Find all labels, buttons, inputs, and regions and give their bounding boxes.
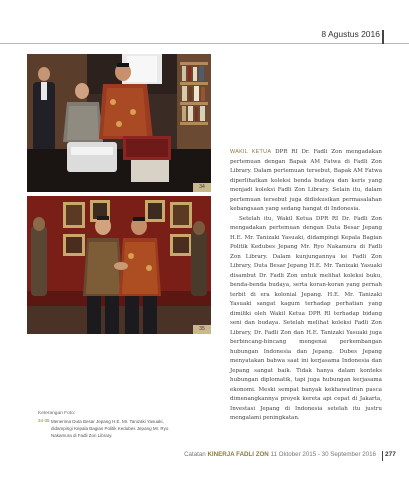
photo-library-meeting-image [27,54,211,192]
caption-number: 34-35 [38,418,50,423]
page-number: 277 [385,451,396,458]
photo-number-badge: 35 [193,325,211,334]
caption-title: Keterangan Foto: [38,411,76,416]
photo-library-meeting [27,54,211,192]
article-paragraph-2: Setelah itu, Wakil Ketua DPR RI Dr. Fadli Zon mengadakan pertemuan dengan Duta Besar Jepang H.E. Mr. Tanizaki Yasuaki, didampingi Kepala Bagian Politik Kedubes Jepang Mr. Ryo Nakamura di Fadli Zon Library. Dalam kunjungannya ke Fadli Zon Library, Duta Besar Jepang H.E. Mr. Tanizaki Yasuaki disambut Dr. Fadli Zon untuk melihat koleksi buku, benda-benda budaya, serta koran-koran yang pernah terbit di era kolonial Jepang. H.E. Mr. Tanizaki Yasuaki sangat kagum terhadap perhatian yang dimiliki oleh Wakil Ketua DPR RI terhadap bidang seni dan budaya. Setelah melihat koleksi Fadli Zon Library, Dr. Fadli Zon dan H.E. Tanizaki Yasuaki juga berbincang-bincang mengenai perkembangan hubungan Indonesia dan Jepang. Dubes Jepang menyatakan bahwa saat ini kerjasama Indonesia dan Jepang sangat baik. Tidak hanya dalam konteks hubungan diplomatik, tapi juga hubungan kerjasama ekonomi. Meski sempat banyak kekhawatiran pasca dimenangkannya proyek kereta api cepat di Jakarta, Investasi Jepang di Indonesia setelah itu justru mengalami peningkatan. [230,215,382,421]
caption-row [38,418,218,439]
caption-text: Menerima Duta Besar Jepang H.E. Mr. Tanizaki Yasuaki, didampingi Kepala Bagian Politik Kedubes Jepang Mr. Ryo Nakamura di Fadli Zon Library. [51,419,169,438]
page-footer [160,451,376,458]
footer-name: FADLI ZON [234,451,269,458]
article-body [230,148,382,424]
article-paragraph-1-text: DPR RI Dr. Fadli Zon mengadakan pertemuan dengan Bapak AM Fatwa di Fadli Zon Library. Dalam pertemuan tersebut, Bapak AM Fatwa diperlihatkan koleksi benda budaya dan keris yang menjadi koleksi Fadli Zon Library. Selain itu, dalam pertemuan tersebut juga didiskusikan permasalahan kebangsaan yang sedang hangat di Indonesia. [230,149,382,212]
footer-range: 11 Oktober 2015 - 30 September 2016 [268,451,376,458]
photo-handshake [27,196,211,334]
page-number-tick [382,451,383,461]
photo-number-badge: 34 [193,183,211,192]
header-rule [0,43,409,44]
lead-label: WAKIL KETUA [230,149,272,155]
page-date: 8 Agustus 2016 [321,29,380,39]
header-tick [382,30,384,44]
photo-handshake-image [27,196,211,334]
footer-brand: KINERJA [207,451,235,458]
photo-caption [38,411,218,439]
article-paragraph [230,148,382,215]
footer-prefix: Catatan [184,451,208,458]
